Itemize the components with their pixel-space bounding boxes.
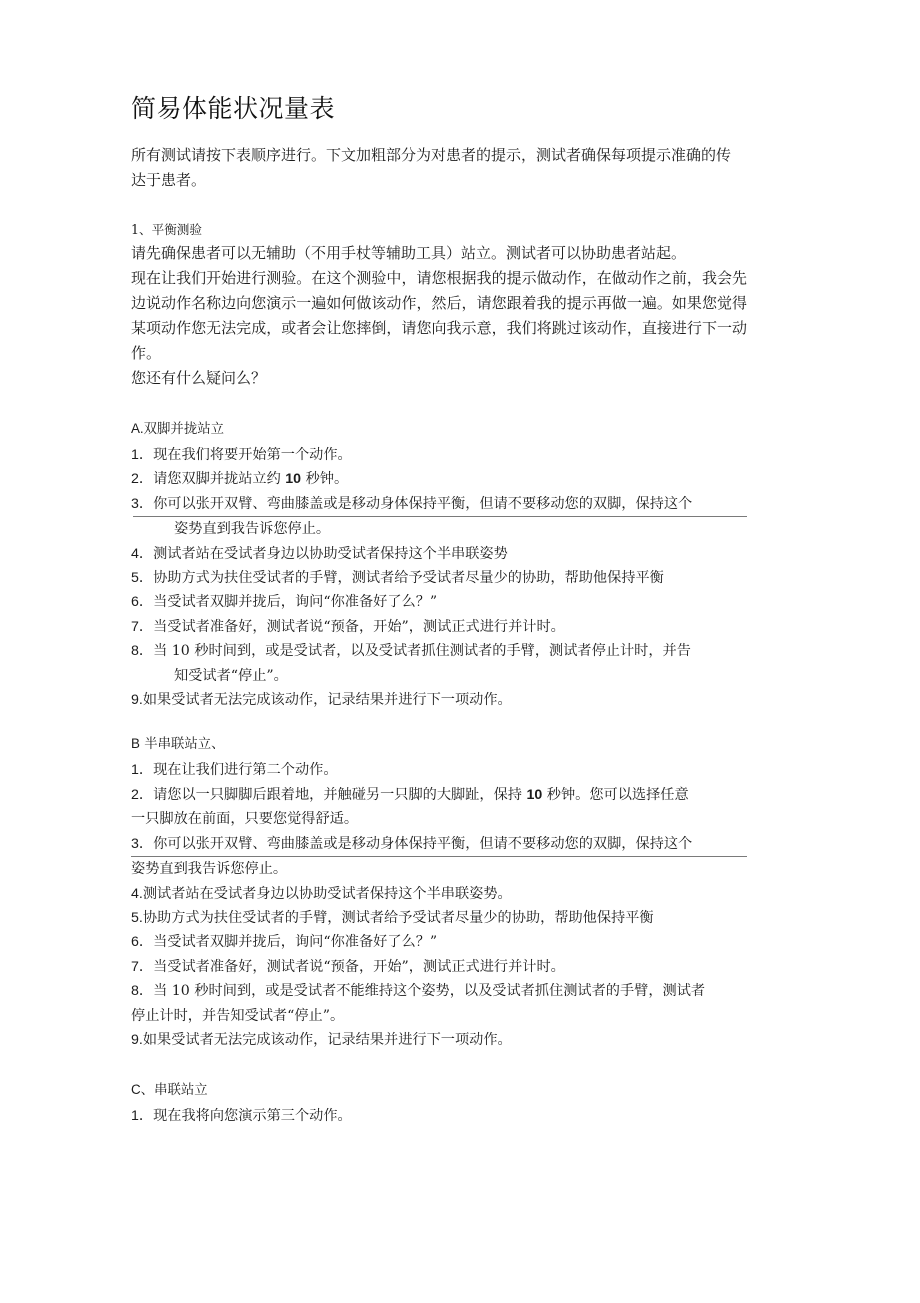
list-item-bold-value: 10 <box>526 786 543 803</box>
list-item <box>131 930 747 954</box>
list-item <box>131 615 747 639</box>
list-item-number: 9. <box>131 1031 143 1048</box>
list-item-text: 现在我们将要开始第一个动作。 <box>153 447 352 463</box>
list-item-text: 测试者站在受试者身边以协助受试者保持这个半串联姿势。 <box>142 885 512 902</box>
list-item <box>131 467 747 491</box>
list-item-number: 5． <box>131 570 154 587</box>
section-c-label: C、 <box>131 1082 155 1098</box>
list-item <box>131 590 747 614</box>
list-item-text: 你可以张开双臂、弯曲膝盖或是移动身体保持平衡，但请不要移动您的双脚，保持这个 <box>153 495 693 512</box>
list-item-number: 2． <box>131 471 154 488</box>
list-item-text: 你可以张开双臂、弯曲膝盖或是移动身体保持平衡，但请不要移动您的双脚，保持这个 <box>153 835 693 852</box>
list-item <box>131 639 747 688</box>
document-content <box>131 92 747 1129</box>
section-b-heading <box>131 732 747 757</box>
page-title: 简易体能状况量表 <box>131 94 336 123</box>
list-item-continuation-text: 姿势直到我告诉您停止。 <box>174 521 331 538</box>
list-item-text: 当 10 秒时间到，或是受试者，以及受试者抓住测试者的手臂，测试者停止计时，并告 <box>153 643 691 660</box>
list-item <box>131 1028 747 1052</box>
list-item-number: 9. <box>131 692 143 709</box>
list-item <box>131 1104 747 1128</box>
section-a-heading <box>131 417 747 442</box>
list-item-text: 请您双脚并拢站立约 <box>153 471 286 488</box>
list-item-text: 当受试者双脚并拢后，询问“你准备好了么？” <box>153 934 438 951</box>
list-item <box>131 492 747 516</box>
list-item-text: 当受试者准备好，测试者说“预备，开始”，测试正式进行并计时。 <box>153 958 565 975</box>
list-item-number: 5. <box>131 909 143 926</box>
list-item <box>131 443 747 467</box>
list-item-number: 1． <box>131 762 154 779</box>
list-item <box>131 542 747 566</box>
list-item-text: 现在我将向您演示第三个动作。 <box>153 1108 352 1125</box>
list-item-text: 当受试者双脚并拢后，询问“你准备好了么？” <box>153 594 438 611</box>
list-item-number: 7． <box>131 618 154 635</box>
section1-lead: 请先确保患者可以无辅助（不用手杖等辅助工具）站立。测试者可以协助患者站起。 <box>131 244 687 262</box>
section-c-title: 串联站立 <box>154 1083 208 1099</box>
list-item-number: 2． <box>131 786 154 803</box>
list-item-text: 协助方式为扶住受试者的手臂，测试者给予受试者尽量少的协助，帮助他保持平衡 <box>142 909 654 926</box>
list-item-text: 当受试者准备好，测试者说“预备，开始”，测试正式进行并计时。 <box>153 618 565 635</box>
intro-paragraph-line2: 达于患者。 <box>131 171 207 189</box>
list-item-number: 4. <box>131 885 143 902</box>
section-a-title: 双脚并拢站立 <box>143 422 224 437</box>
list-item <box>131 783 747 832</box>
spacer <box>131 1052 747 1078</box>
list-item-text-tail: 秒钟。 <box>301 471 349 488</box>
list-item-text: 协助方式为扶住受试者的手臂，测试者给予受试者尽量少的协助，帮助他保持平衡 <box>153 570 664 587</box>
list-item <box>131 832 747 856</box>
list-item-number: 1． <box>131 447 154 463</box>
list-item-text-tail: 秒钟。您可以选择任意 <box>542 786 689 803</box>
section1-heading: 1、平衡测验 <box>131 222 202 237</box>
list-item <box>131 566 747 590</box>
section-a-label: A. <box>131 421 144 436</box>
intro-paragraph-line1: 所有测试请按下表顺序进行。下文加粗部分为对患者的提示，测试者确保每项提示准确的传 <box>131 146 732 164</box>
section-b-label: B <box>131 736 140 752</box>
list-item <box>131 955 747 979</box>
list-item-text: 如果受试者无法完成该动作，记录结果并进行下一项动作。 <box>142 1031 512 1048</box>
list-item-text: 现在让我们进行第二个动作。 <box>153 762 338 779</box>
section-b-title: 半串联站立、 <box>139 737 225 753</box>
list-item-number: 6． <box>131 934 154 951</box>
list-item-number: 3． <box>131 495 154 512</box>
section1-body: 现在让我们开始进行测验。在这个测验中，请您根据我的提示做动作，在做动作之前，我会先边说动作名称边向您演示一遍如何做该动作，然后，请您跟着我的提示再做一遍。如果您觉得某项动作您无法完成，或者会让您摔倒，请您向我示意，我们将跳过该动作，直接进行下一动作。 <box>131 269 747 362</box>
list-item-number: 8． <box>131 983 154 1000</box>
list-item-continuation <box>131 857 747 881</box>
list-item <box>131 688 747 712</box>
spacer <box>131 391 747 417</box>
list-item-number: 7． <box>131 958 154 975</box>
list-item <box>131 906 747 930</box>
list-item-number: 8． <box>131 643 154 660</box>
list-item-text: 请您以一只脚脚后跟着地，并触碰另一只脚的大脚趾，保持 <box>153 786 527 803</box>
list-item <box>131 882 747 906</box>
list-item-number: 1． <box>131 1108 154 1125</box>
list-item-number: 6． <box>131 594 154 611</box>
section1-question: 您还有什么疑问么？ <box>131 369 267 387</box>
list-item-bold-value: 10 <box>285 471 302 488</box>
list-item <box>131 979 747 1028</box>
list-item-continuation-text: 姿势直到我告诉您停止。 <box>131 861 288 878</box>
list-item-number: 4． <box>131 545 154 562</box>
list-item-text: 如果受试者无法完成该动作，记录结果并进行下一项动作。 <box>142 692 512 709</box>
list-item-continuation-text: 停止计时，并告知受试者“停止”。 <box>131 1007 345 1024</box>
list-item <box>131 758 747 782</box>
list-item-continuation-text: 一只脚放在前面，只要您觉得舒适。 <box>131 811 359 828</box>
list-item-text: 当 10 秒时间到，或是受试者不能维持这个姿势，以及受试者抓住测试者的手臂，测试者 <box>153 983 706 1000</box>
spacer <box>131 712 747 732</box>
list-item-number: 3． <box>131 835 154 852</box>
list-item-continuation <box>131 517 747 541</box>
list-item-continuation-text: 知受试者“停止”。 <box>174 667 288 684</box>
spacer <box>131 193 747 219</box>
section-c-heading <box>131 1078 747 1103</box>
list-item-text: 测试者站在受试者身边以协助受试者保持这个半串联姿势 <box>153 545 508 562</box>
